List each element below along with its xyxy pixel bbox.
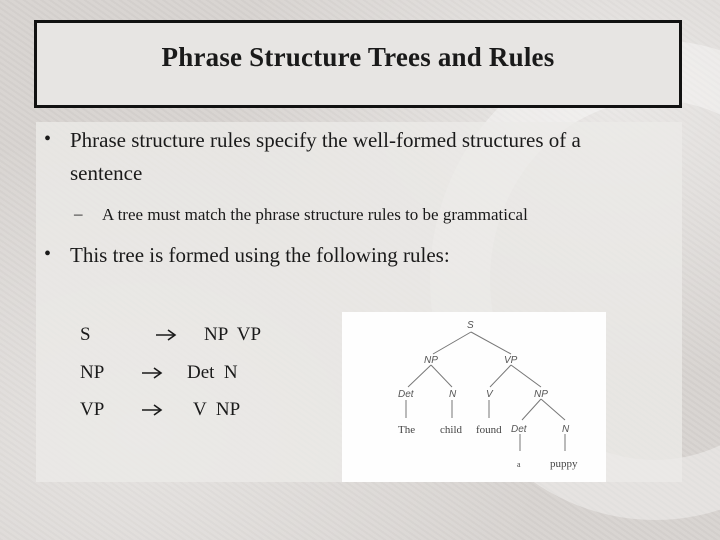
tree-node-det: Det (511, 424, 527, 435)
tree-edge (433, 332, 471, 354)
rule-rhs: Det N (187, 362, 238, 383)
tree-edge (408, 365, 431, 387)
rule-rhs: NP VP (204, 324, 262, 345)
rule-lhs: S (80, 324, 91, 345)
sub-bullet-marker: – (74, 204, 83, 223)
slide-title: Phrase Structure Trees and Rules (161, 41, 555, 72)
tree-edge (431, 365, 452, 387)
title-box (34, 20, 682, 108)
parse-tree-figure (342, 312, 606, 482)
sub-bullet-1: A tree must match the phrase structure rules to be grammatical (102, 205, 528, 224)
tree-node-det: Det (398, 389, 414, 400)
tree-node-n: N (449, 389, 457, 400)
right-arrow-icon (141, 366, 163, 380)
tree-edge (511, 365, 541, 387)
tree-word-a: a (517, 460, 521, 469)
tree-edge (522, 399, 541, 420)
tree-node-vp: VP (504, 355, 518, 366)
bullet-marker: • (44, 243, 52, 265)
bullet-2-line-1: This tree is formed using the following rules: (70, 243, 450, 267)
bullet-1-line-1: Phrase structure rules specify the well-formed structures of a (70, 128, 581, 152)
right-arrow-icon (155, 328, 177, 342)
tree-word-child: child (440, 424, 462, 436)
tree-word-the: The (398, 424, 416, 436)
tree-word-puppy: puppy (550, 458, 578, 470)
bullet-1-line-2: sentence (70, 161, 143, 185)
tree-edge (471, 332, 511, 354)
tree-node-v: V (486, 389, 493, 400)
bullet-marker: • (44, 128, 52, 150)
tree-node-n: N (562, 424, 570, 435)
rule-rhs: V NP (193, 399, 241, 420)
parse-tree (342, 312, 606, 482)
right-arrow-icon (141, 403, 163, 417)
tree-edge (541, 399, 565, 420)
rule-lhs: VP (80, 399, 105, 420)
tree-word-found: found (476, 424, 502, 436)
tree-node-s: S (467, 320, 474, 331)
tree-edge (490, 365, 511, 387)
tree-node-np: NP (534, 389, 548, 400)
rule-lhs: NP (80, 362, 105, 383)
tree-node-np: NP (424, 355, 438, 366)
